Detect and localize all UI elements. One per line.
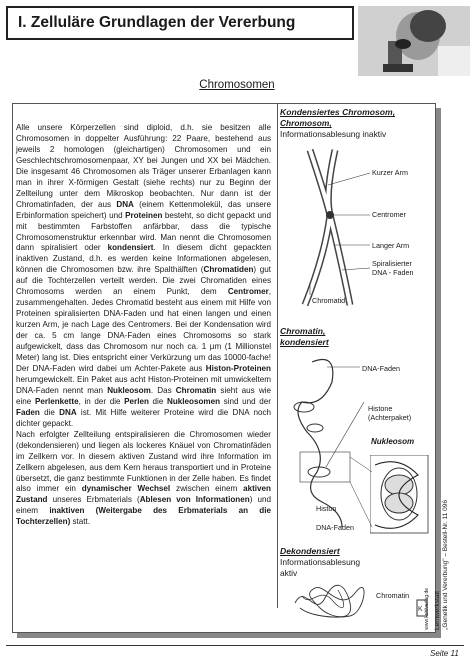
- microscope-photo-illustration: [358, 6, 470, 76]
- column-divider: [277, 103, 278, 608]
- label-dna-faden-2: DNA-Faden: [316, 523, 354, 532]
- vert-bestellnr: „Genetik und Vererbung" – Bestell-Nr. 11 096: [442, 500, 449, 630]
- label-centromer: Centromer: [372, 210, 406, 219]
- label-langer-arm: Langer Arm: [372, 241, 410, 250]
- label-nukleosom: Nukleosom: [371, 437, 415, 446]
- label-histon: Histon: [316, 504, 337, 513]
- nukleosom-detail: [370, 455, 430, 535]
- main-body-text: Alle unsere Körperzellen sind diploid, d.h. sie besitzen alle Chromosomen in doppelter Ausführung: 22 Paare, bestehend aus jeweils 2 homologen (gleichartigen) Chromosomen und ein Geschlechtschromosomenpaar, XY bei Jungen und XX bei Mädchen. Die insgesamt 46 Chromosomen als Träger unserer Erbanlagen kann man in ihrer X-förmigen Gestalt (siehe rechts) nur zu Beginn der Zellteilung unter dem Mikroskop beobachten. Nur dann ist der Chromatinfaden, der aus DNA (einem Kettenmolekül, das unsere Erbinformation speichert) und Proteinen besteht, so dicht gepackt und mit bestimmten Farbstoffen anfärbbar, dass die typische Chromosomenstruktur erkennbar wird. Man nennt die Chromosomen dann spiralisiert oder kondensiert. In diesem dicht gepackten inaktiven Zustand, d.h. es werden keine Informationen abgelesen, können die Chromosomen bzw. ihre Spalthälften (Chromatiden) gut auf die Tochterzellen verteilt werden. Die zwei Chromatiden eines Chromosoms werden an einem Punkt, dem Centromer, zusammengehalten. Jedes Chromatid besteht aus einem mit Hilfe von Proteinen spiralisierten DNA-Faden und hat einen langen und einen kurzen Arm, je nach Lage des Centromers. Bei der Kondensation wird der ca. 5 cm lange DNA-Faden eines Chromosoms so stark aufgewickelt, dass das Chromosom nur noch ca. 1 µm (1 Millionstel Meter) lang ist. Dies entspricht einer Verkürzung um das 10000-fache! Der DNA-Faden wird dabei um Achter-Pakete aus Histon-Proteinen herumgewickelt. Ein Paket aus acht Histon-Proteinen mit umwickeltem DNA-Faden nennt man Nukleosom. Das Chromatin sieht aus wie eine Perlenkette, in der die Perlen die Nukleosomen sind und der Faden die DNA ist. Mit Hilfe weiterer Proteine wird die DNA noch dichter gepackt. Nach erfolgter Zellteilung entspiralisieren die Chromosomen wieder (dekondensieren) und liegen als lockeres Knäuel von Chromatinfäden im Zellkern vor. In diesem aktiven Zustand wird ihre Information im Zellkern abgelesen, aus dem Kern heraus transportiert und in Proteine übersetzt, die ganz bestimmte Funktionen in der Zelle haben. Es findet also immer ein dynamischer Wechsel zwischen einem aktiven Zustand unseres Erbmaterials (Ablesen von Informationen) und einem inaktiven (Weitergabe des Erbmaterials an die Tochterzellen) statt.: [16, 123, 272, 527]
- label-spiral-1: Spiralisierter: [372, 259, 412, 268]
- svg-text:K: K: [418, 606, 423, 613]
- label-histone-2: (Achterpaket): [368, 413, 412, 422]
- kondensiert-heading: Kondensiertes Chromosom,: [280, 107, 396, 117]
- title-box: [6, 6, 354, 40]
- page-title: I. Zelluläre Grundlagen der Vererbung: [18, 14, 296, 31]
- vertical-footer: [424, 470, 454, 630]
- dekondensiert-heading: Dekondensiert: [280, 546, 340, 556]
- label-chromatid: Chromatid: [312, 296, 346, 305]
- page-number: Seite 11: [430, 649, 459, 658]
- publisher-logo-icon: [414, 596, 430, 620]
- header-photo: [358, 6, 470, 76]
- kondensiert-desc: Chromosom, Informationsablesung inaktiv: [280, 118, 387, 139]
- dekondensiert-desc: Informationsablesung aktiv: [280, 557, 361, 578]
- label-dna-faden-1: DNA-Faden: [362, 364, 400, 373]
- vert-lernwerkstatt: Lernwerkstatt: [434, 590, 441, 630]
- label-chromatin: Chromatin: [376, 591, 410, 600]
- section-subtitle: Chromosomen: [199, 79, 275, 91]
- label-spiral-2: DNA - Faden: [372, 268, 414, 277]
- label-kurzer-arm: Kurzer Arm: [372, 168, 408, 177]
- footer-rule: [6, 645, 464, 646]
- vert-url: www.kohlverlag.de: [424, 588, 430, 630]
- label-histone-1: Histone: [368, 404, 393, 413]
- chromatin-heading: Chromatin, kondensiert: [280, 326, 329, 347]
- dekondensiert-chromatin-illustration: [290, 578, 370, 620]
